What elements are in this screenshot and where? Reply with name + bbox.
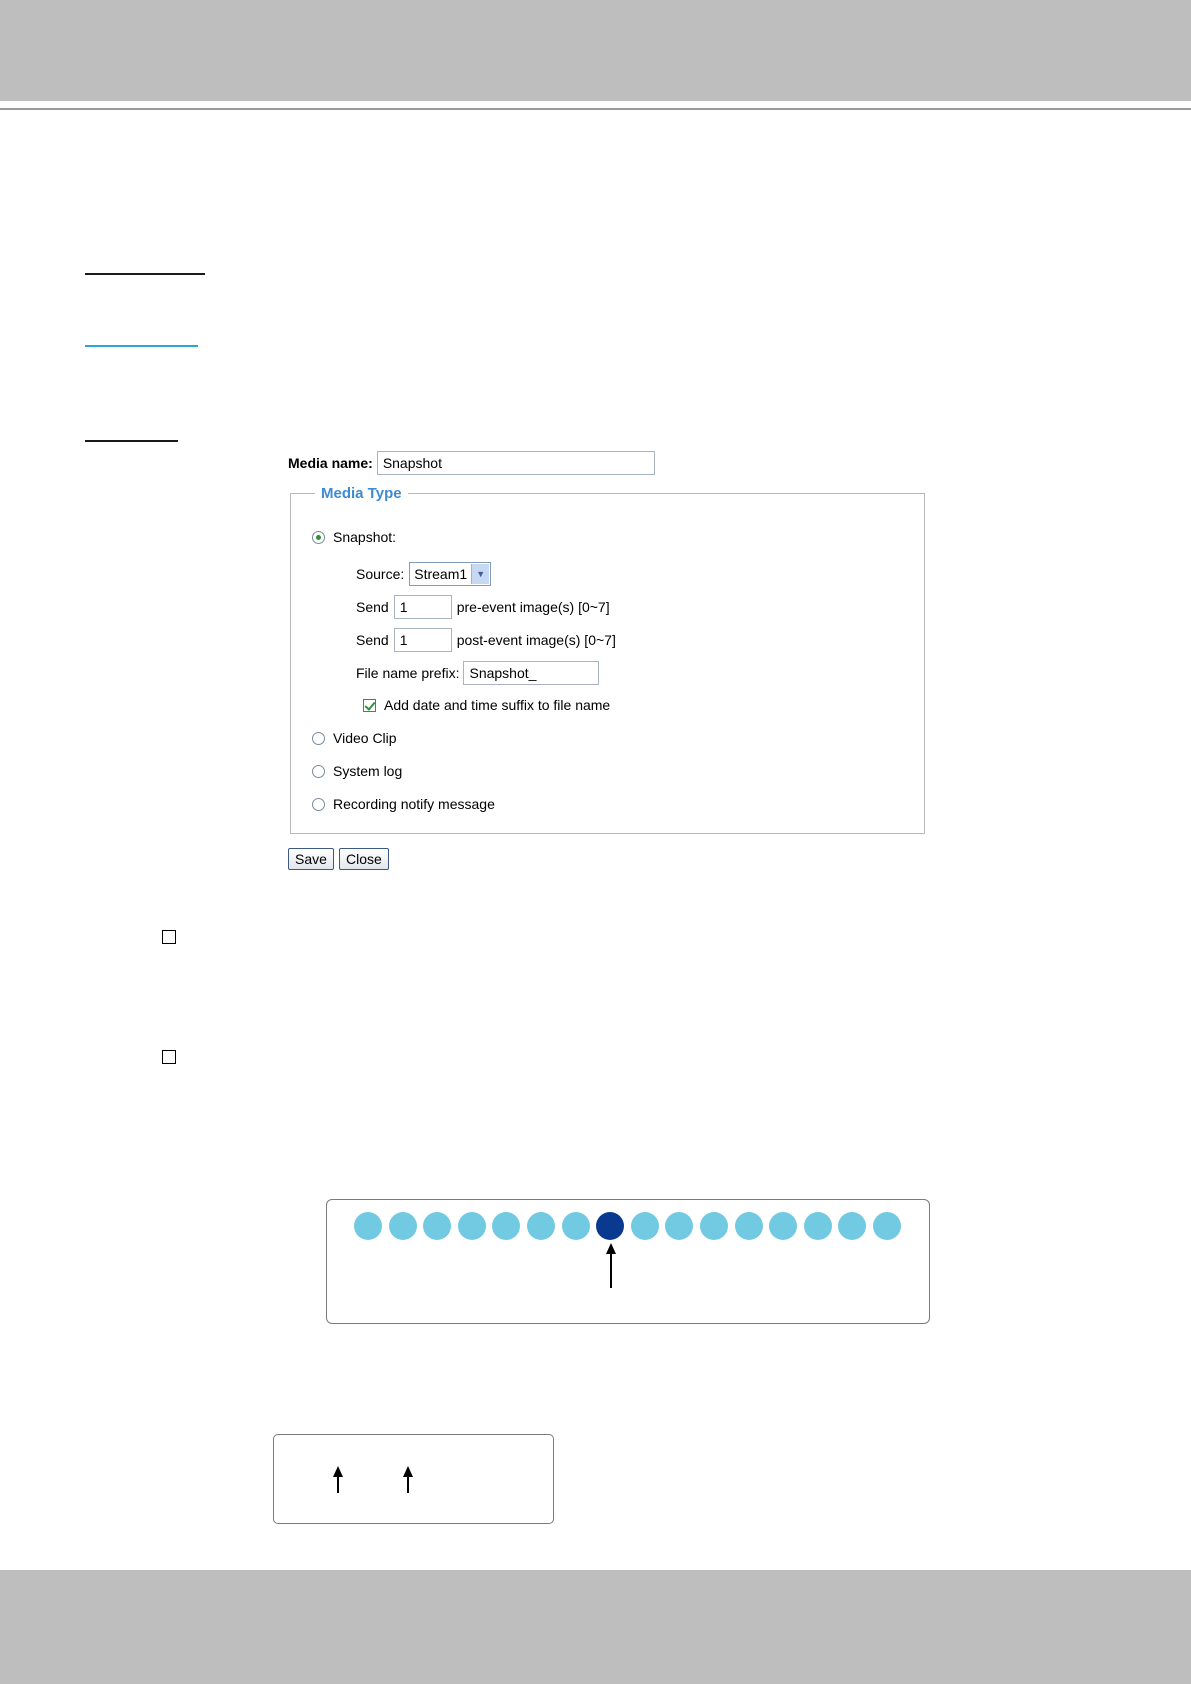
chevron-down-icon[interactable]: ▼ <box>471 564 489 584</box>
suffix-option[interactable] <box>363 692 610 718</box>
timeline-dot <box>492 1212 520 1240</box>
timeline-dot <box>735 1212 763 1240</box>
timeline-dot <box>527 1212 555 1240</box>
timeline-dot <box>873 1212 901 1240</box>
link-underline <box>85 345 198 347</box>
sequence-diagram-frame <box>273 1434 554 1524</box>
source-row <box>356 561 491 587</box>
video-clip-option[interactable] <box>312 725 397 751</box>
media-name-input[interactable]: Snapshot <box>377 451 655 475</box>
video-clip-radio[interactable] <box>312 732 325 745</box>
media-settings-dialog <box>286 448 926 880</box>
system-log-radio[interactable] <box>312 765 325 778</box>
timeline-dot <box>423 1212 451 1240</box>
timeline-dot <box>838 1212 866 1240</box>
prefix-label: File name prefix: <box>356 665 460 681</box>
checkbox-bullet-icon <box>162 1050 176 1064</box>
media-type-legend: Media Type <box>321 485 402 502</box>
media-name-row <box>288 450 655 476</box>
media-type-group <box>290 485 925 834</box>
section-heading-underline <box>85 273 205 275</box>
timeline-dot <box>804 1212 832 1240</box>
post-event-row <box>356 627 616 653</box>
timeline-dot <box>458 1212 486 1240</box>
suffix-checkbox[interactable] <box>363 699 376 712</box>
post-event-suffix: post-event image(s) [0~7] <box>456 632 616 648</box>
recording-notify-option[interactable] <box>312 791 495 817</box>
pre-event-input[interactable]: 1 <box>394 595 452 619</box>
pre-event-suffix: pre-event image(s) [0~7] <box>456 599 610 615</box>
page-footer-bar <box>0 1570 1191 1684</box>
video-clip-label: Video Clip <box>333 730 397 746</box>
system-log-label: System log <box>333 763 403 779</box>
snapshot-option[interactable] <box>312 524 396 550</box>
send-label: Send <box>356 599 389 615</box>
timeline-dot <box>389 1212 417 1240</box>
suffix-checkbox-label: Add date and time suffix to file name <box>384 697 611 713</box>
source-select[interactable] <box>409 562 491 586</box>
source-select-value: Stream1 <box>414 566 468 582</box>
timeline-dot <box>631 1212 659 1240</box>
send-label: Send <box>356 632 389 648</box>
snapshot-label: Snapshot: <box>333 529 397 545</box>
prefix-row <box>356 660 599 686</box>
recording-notify-label: Recording notify message <box>333 796 495 812</box>
section-heading-underline <box>85 440 178 442</box>
pre-event-row <box>356 594 610 620</box>
system-log-option[interactable] <box>312 758 402 784</box>
close-button[interactable]: Close <box>339 848 389 870</box>
checkbox-bullet-icon <box>162 930 176 944</box>
timeline-dot-current <box>596 1212 624 1240</box>
header-rule <box>0 108 1191 110</box>
timeline-dot <box>700 1212 728 1240</box>
timeline-dot <box>665 1212 693 1240</box>
prefix-input[interactable]: Snapshot_ <box>463 661 599 685</box>
timeline-dot <box>354 1212 382 1240</box>
post-event-input[interactable]: 1 <box>394 628 452 652</box>
timeline-dot <box>562 1212 590 1240</box>
save-button[interactable]: Save <box>288 848 334 870</box>
media-name-label: Media name: <box>288 455 373 471</box>
page-header-bar <box>0 0 1191 101</box>
timeline-dot <box>769 1212 797 1240</box>
source-label: Source: <box>356 566 405 582</box>
snapshot-radio[interactable] <box>312 531 325 544</box>
recording-notify-radio[interactable] <box>312 798 325 811</box>
